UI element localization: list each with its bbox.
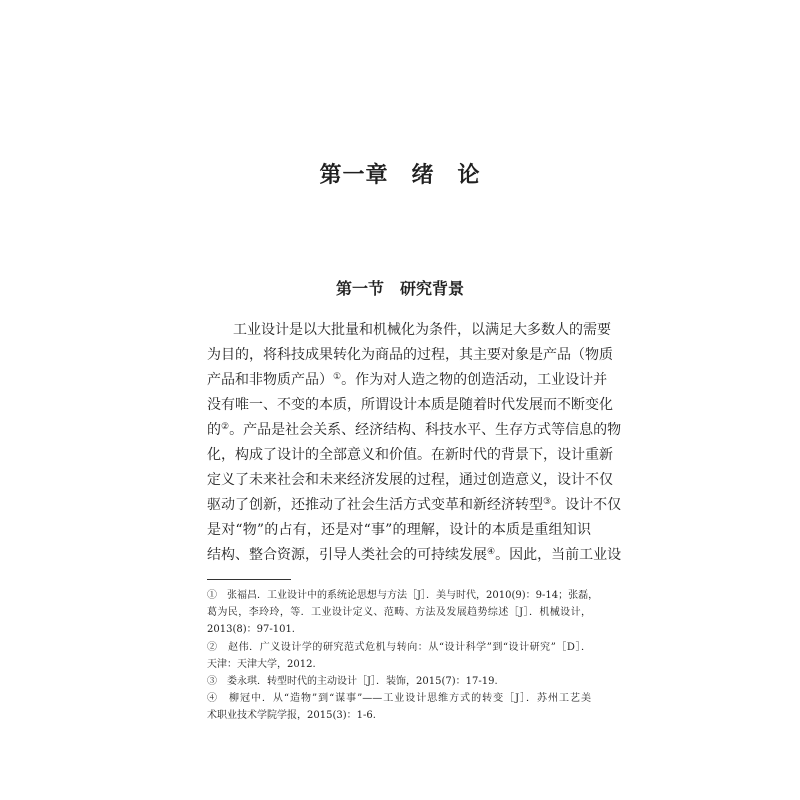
- footnote-line: 2013(8)：97-101.: [207, 624, 295, 635]
- body-line: 化，构成了设计的全部意义和价值。在新时代的背景下，设计重新: [207, 447, 613, 463]
- footnote-line: ④ 柳冠中．从“造物”到“谋事”——工业设计思维方式的转变［J］．苏州工艺美: [207, 693, 591, 704]
- body-line: 驱动了创新，还推动了社会生活方式变革和新经济转型③。设计不仅: [207, 497, 622, 513]
- footnote-ref[interactable]: ③: [543, 497, 552, 507]
- footnote-line: ② 赵伟．广义设计学的研究范式危机与转向：从“设计科学”到“设计研究”［D］．: [207, 642, 591, 653]
- body-line: 结构、整合资源，引导人类社会的可持续发展④。因此，当前工业设: [207, 547, 622, 563]
- footnote-ref[interactable]: ①: [333, 372, 342, 382]
- footnote-divider: [207, 579, 291, 580]
- body-line: 是对“物”的占有，还是对“事”的理解，设计的本质是重组知识: [207, 522, 591, 538]
- body-line: 的②。产品是社会关系、经济结构、科技水平、生存方式等信息的物: [207, 422, 622, 438]
- section-title: 第一节 研究背景: [335, 279, 464, 298]
- footnote-line: ③ 娄永琪．转型时代的主动设计［J］．装饰，2015(7)：17-19.: [207, 676, 498, 687]
- body-line: 定义了未来社会和未来经济发展的过程，通过创造意义，设计不仅: [207, 472, 613, 488]
- footnote-line: 术职业技术学院学报，2015(3)：1-6.: [207, 710, 376, 721]
- footnote-line: 葛为民，李玲玲，等．工业设计定义、范畴、方法及发展趋势综述［J］．机械设计，: [207, 607, 591, 618]
- footnote-line: 天津：天津大学，2012.: [207, 659, 316, 670]
- body-line: 为目的，将科技成果转化为商品的过程，其主要对象是产品（物质: [207, 347, 613, 363]
- footnote-line: ① 张福昌．工业设计中的系统论思想与方法［J］．美与时代，2010(9)：9-14；张磊，: [207, 590, 599, 601]
- footnote-ref[interactable]: ④: [487, 547, 496, 557]
- body-line: 工业设计是以大批量和机械化为条件，以满足大多数人的需要: [233, 322, 611, 338]
- footnote-ref[interactable]: ②: [221, 422, 230, 432]
- body-line: 没有唯一、不变的本质，所谓设计本质是随着时代发展而不断变化: [207, 397, 613, 413]
- chapter-title: 第一章 绪 论: [319, 163, 481, 188]
- body-line: 产品和非物质产品）①。作为对人造之物的创造活动，工业设计并: [207, 372, 608, 388]
